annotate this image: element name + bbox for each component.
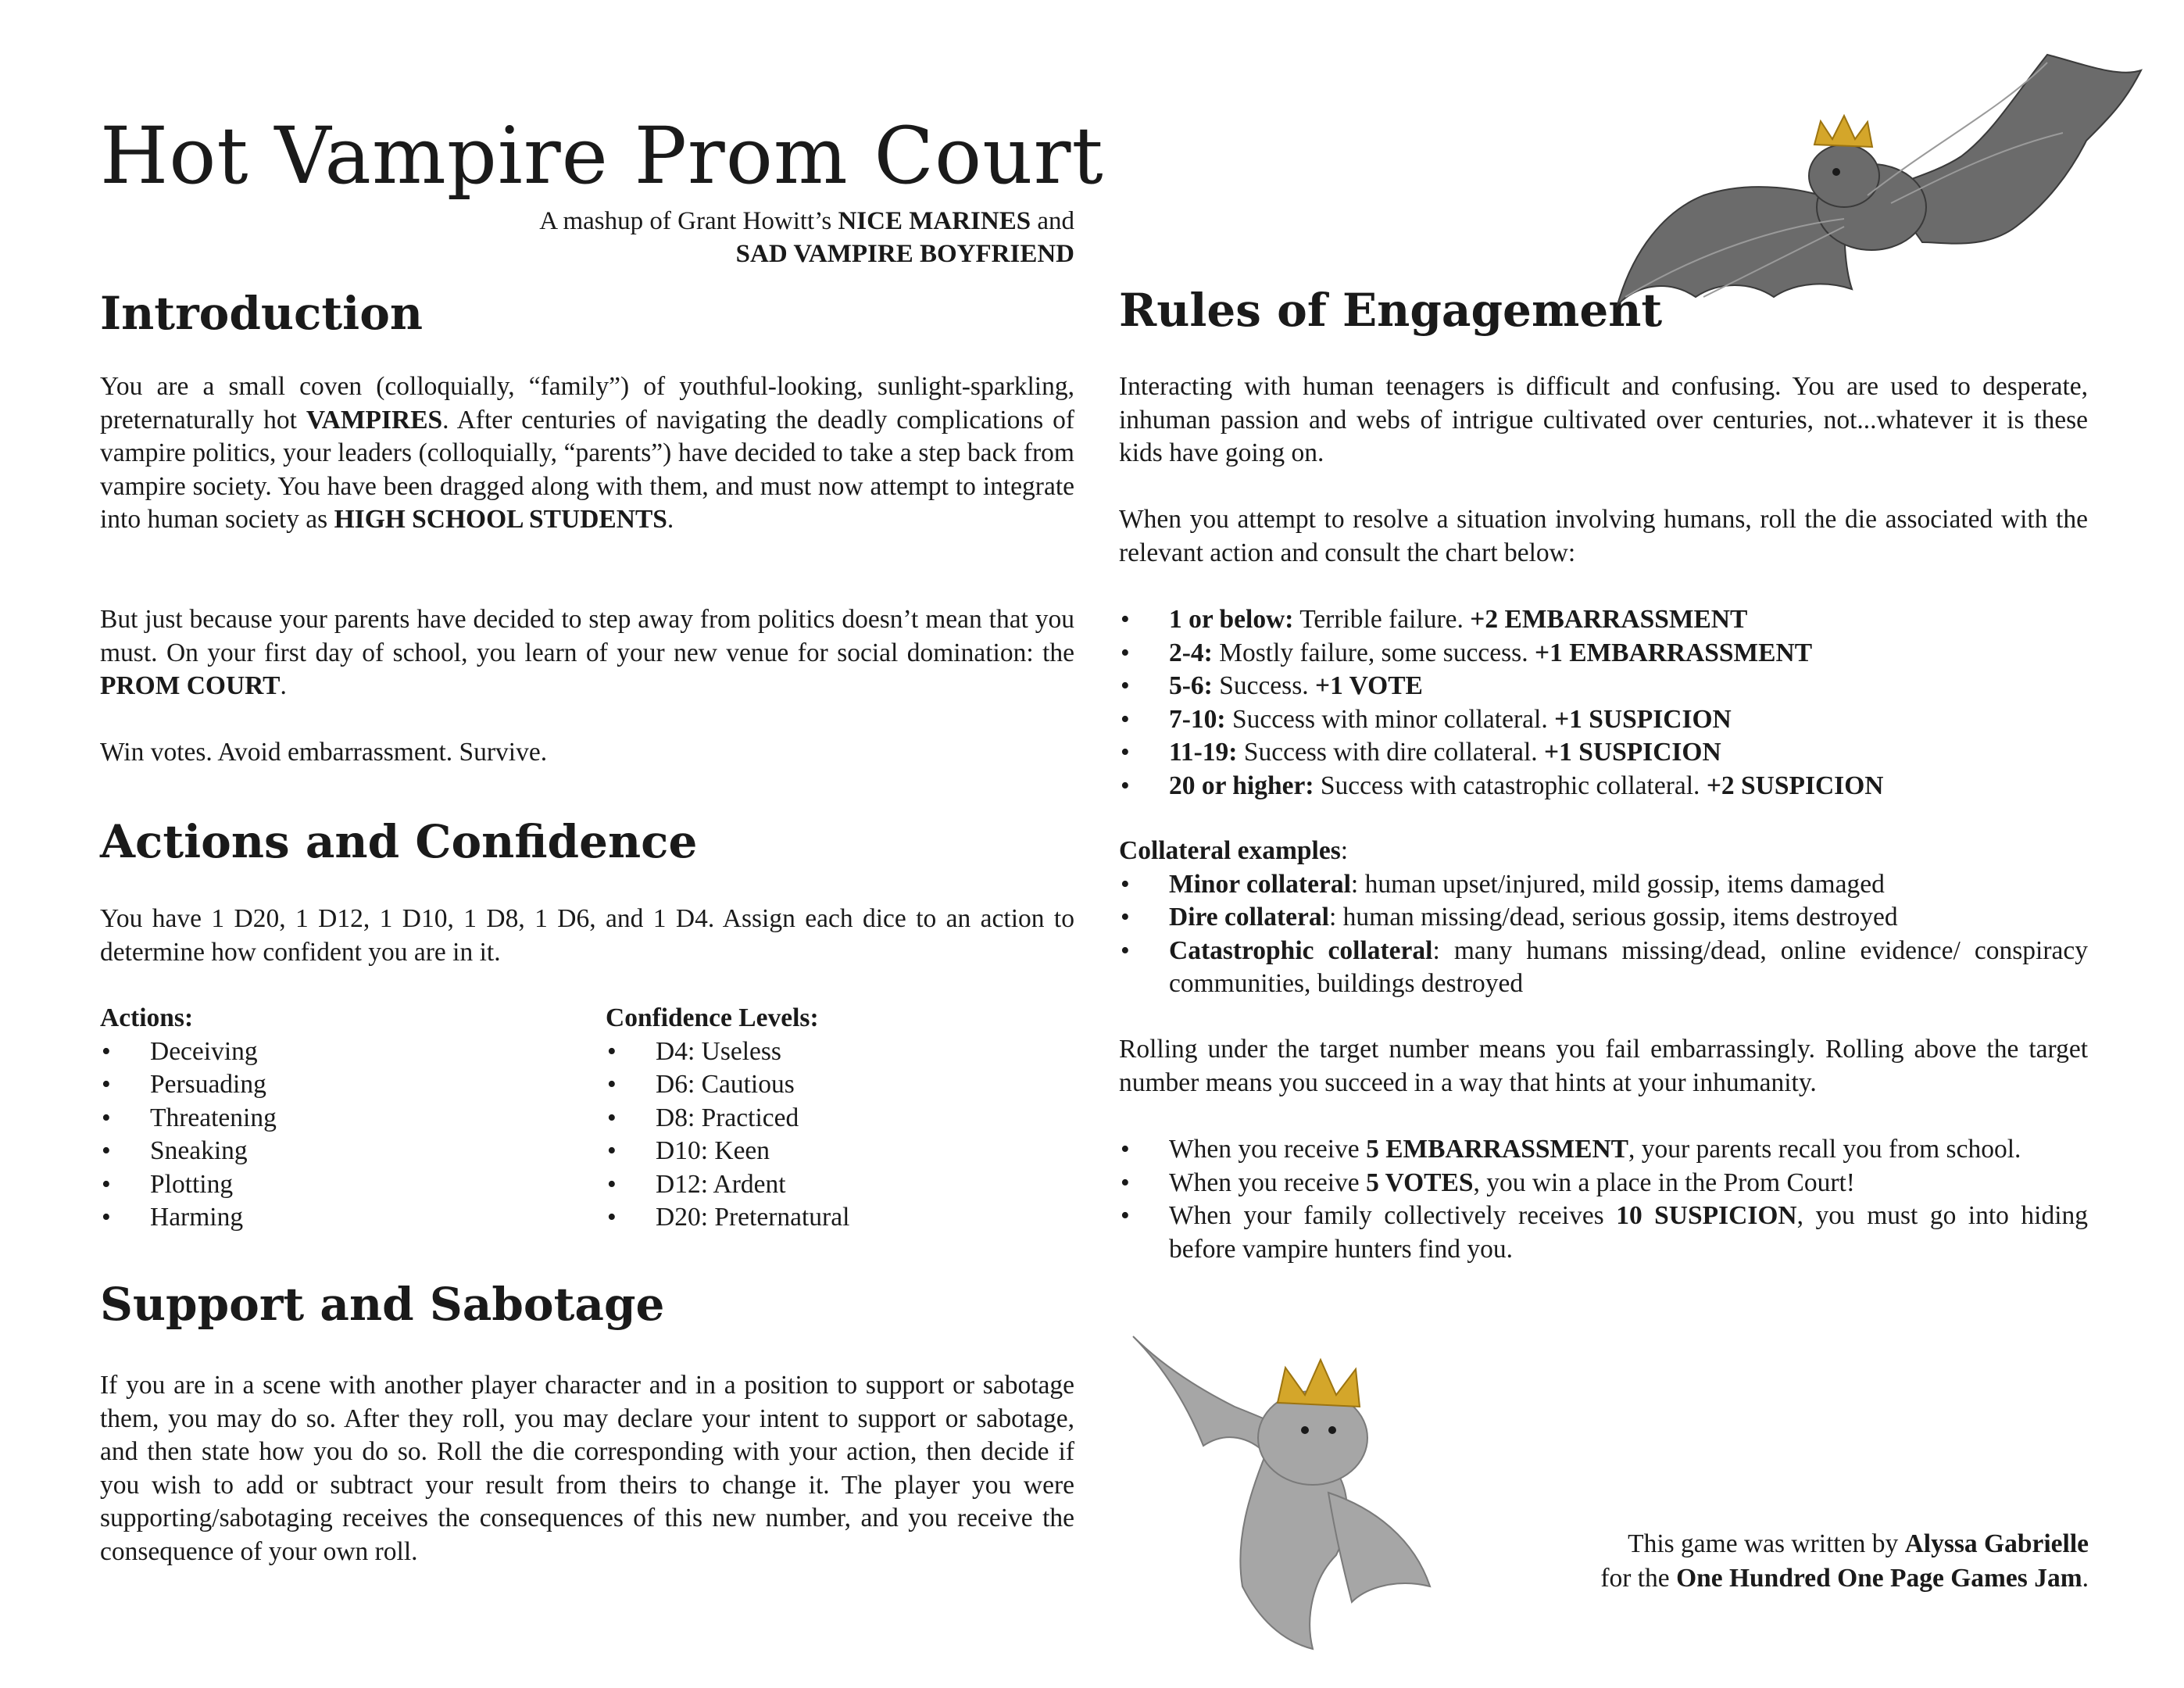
confidence-list-block: [606, 1002, 1074, 1235]
author-name: Alyssa Gabrielle: [1904, 1529, 2089, 1558]
results-list: [1119, 603, 2088, 803]
rules-heading: Rules of Engagement: [1119, 284, 1663, 337]
collateral-block: Collateral examples: • Minor collateral: human upset/injured, mild gossip, items damaged • Dire collateral: human missing/dead, serious gossip, items destroyed • Catastrophic collateral: many humans missing/dead, online evidence/ conspiracy communities, buildings destroyed: [1119, 835, 2088, 1001]
result-item: • 1 or below: Terrible failure. +2 EMBARRASSMENT: [1119, 603, 2088, 637]
collateral-item: • Dire collateral: human missing/dead, serious gossip, items destroyed: [1119, 901, 2088, 935]
confidence-label: Confidence Levels:: [606, 1003, 819, 1032]
collateral-item: • Minor collateral: human upset/injured, mild gossip, items damaged: [1119, 868, 2088, 902]
confidence-list: [606, 1035, 1074, 1235]
introduction-paragraph-2: But just because your parents have decided to step away from politics doesn’t mean that you must. On your first day of school, you learn of your new venue for social domination: the PROM COURT.: [100, 605, 1074, 700]
rules-paragraph-3: Rolling under the target number means you fail embarrassingly. Rolling above the target number means you succeed in a way that hints at your inhumanity.: [1119, 1035, 2088, 1097]
list-item: • Sneaking: [100, 1135, 569, 1168]
list-item: • D8: Practiced: [606, 1102, 1074, 1135]
result-item: • 7-10: Success with minor collateral. +1 SUSPICION: [1119, 703, 2088, 737]
introduction-paragraph-3: Win votes. Avoid embarrassment. Survive.: [100, 738, 548, 767]
support-heading: Support and Sabotage: [100, 1278, 665, 1331]
list-item: • Persuading: [100, 1068, 569, 1102]
crowned-bat-perched-icon: [1117, 1321, 1477, 1657]
actions-list: [100, 1035, 569, 1235]
introduction-heading: Introduction: [100, 287, 424, 340]
list-item: • Deceiving: [100, 1035, 569, 1069]
collateral-item: • Catastrophic collateral: many humans missing/dead, online evidence/ conspiracy communities, buildings destroyed: [1119, 935, 2088, 1001]
result-item: • 5-6: Success. +1 VOTE: [1119, 670, 2088, 703]
result-item: • 2-4: Mostly failure, some success. +1 EMBARRASSMENT: [1119, 637, 2088, 671]
actions-heading: Actions and Confidence: [100, 815, 698, 868]
thresholds-list: [1119, 1133, 2088, 1266]
list-item: • D20: Preternatural: [606, 1201, 1074, 1235]
rules-paragraph-2: When you attempt to resolve a situation involving humans, roll the die associated with the relevant action and consult the chart below:: [1119, 505, 2088, 567]
jam-name: One Hundred One Page Games Jam: [1676, 1564, 2082, 1593]
list-item: • D12: Ardent: [606, 1168, 1074, 1202]
collateral-list: [1119, 868, 2088, 1001]
support-paragraph: If you are in a scene with another player character and in a position to support or sabotage them, you may do so. After they roll, you may declare your intent to support or sabotage, and then state how you do so. Roll the die corresponding with your action, then decide if you wish to add or subtract your result from theirs to change it. The player you were supporting/sabotaging receives the consequences of this new number, and you receive the consequence of your own roll.: [100, 1371, 1074, 1566]
subtitle: A mashup of Grant Howitt’s NICE MARINES and SAD VAMPIRE BOYFRIEND: [539, 207, 1074, 268]
threshold-item: • When you receive 5 VOTES, you win a place in the Prom Court!: [1119, 1167, 2088, 1200]
actions-list-block: [100, 1002, 569, 1235]
actions-intro: You have 1 D20, 1 D12, 1 D10, 1 D8, 1 D6, and 1 D4. Assign each dice to an action to determine how confident you are in it.: [100, 904, 1074, 967]
list-item: • Threatening: [100, 1102, 569, 1135]
list-item: • Plotting: [100, 1168, 569, 1202]
threshold-item: • When you receive 5 EMBARRASSMENT, your parents recall you from school.: [1119, 1133, 2088, 1167]
threshold-item: • When your family collectively receives 10 SUSPICION, you must go into hiding before vampire hunters find you.: [1119, 1200, 2088, 1266]
result-item: • 11-19: Success with dire collateral. +1 SUSPICION: [1119, 736, 2088, 770]
actions-label: Actions:: [100, 1003, 194, 1032]
list-item: • Harming: [100, 1201, 569, 1235]
collateral-label: Collateral examples: [1119, 836, 1341, 865]
list-item: • D6: Cautious: [606, 1068, 1074, 1102]
result-item: • 20 or higher: Success with catastrophic collateral. +2 SUSPICION: [1119, 770, 2088, 803]
list-item: • D4: Useless: [606, 1035, 1074, 1069]
crowned-bat-flying-icon: [1610, 47, 2149, 344]
rules-paragraph-1: Interacting with human teenagers is difficult and confusing. You are used to desperate, inhuman passion and webs of intrigue cultivated over centuries, not...whatever it is these kids have going on.: [1119, 372, 2088, 467]
credit: This game was written by Alyssa Gabrielle for the One Hundred One Page Games Jam.: [1600, 1529, 2089, 1593]
page-title: Hot Vampire Prom Court: [100, 110, 1104, 202]
list-item: • D10: Keen: [606, 1135, 1074, 1168]
introduction-paragraph-1: You are a small coven (colloquially, “family”) of youthful-looking, sunlight-sparkling, preternaturally hot VAMPIRES. After centuries of navigating the deadly complications of vampire politics, your leaders (colloquially, “parents”) have decided to take a step back from vampire society. You have been dragged along with them, and must now attempt to integrate into human society as HIGH SCHOOL STUDENTS.: [100, 372, 1074, 534]
